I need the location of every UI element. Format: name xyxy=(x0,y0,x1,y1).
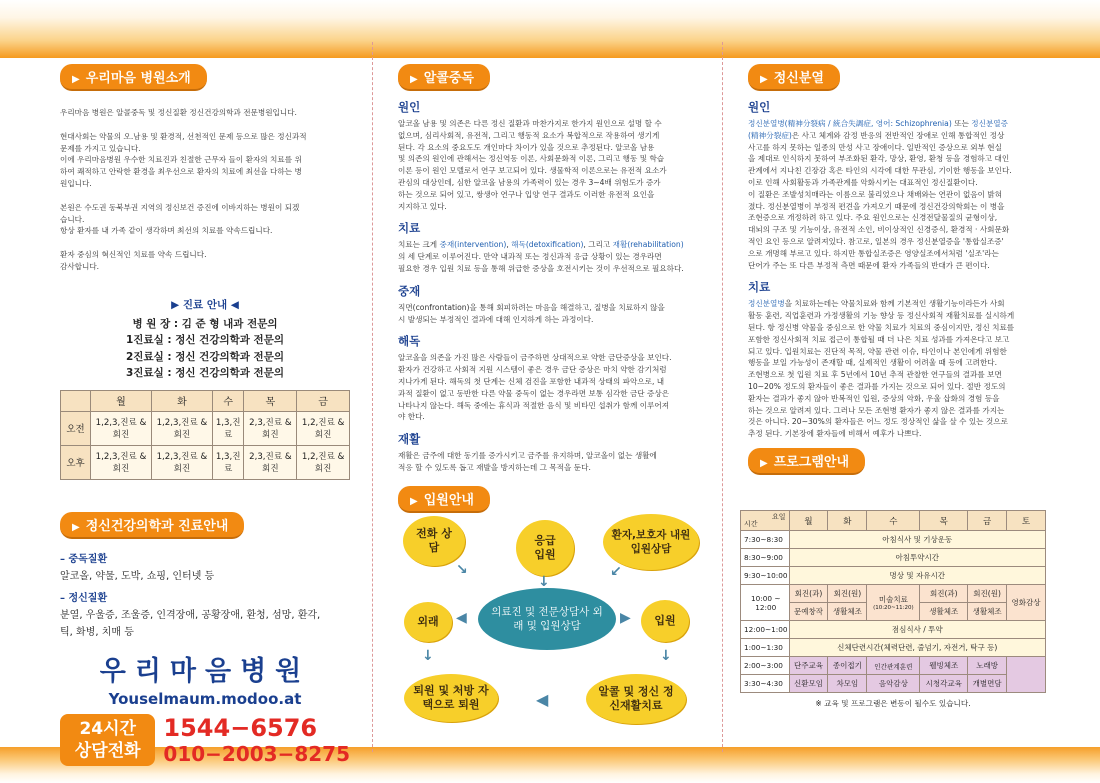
panel-divider xyxy=(372,42,373,752)
hospital-name: 우리마음병원 xyxy=(99,655,311,687)
flow-phone: 전화 상담 xyxy=(403,516,465,566)
arrow-icon: ↓ xyxy=(538,574,550,590)
cause-title: 원인 xyxy=(398,100,421,114)
arrow-icon: ↓ xyxy=(660,648,672,664)
detox-title: 해독 xyxy=(398,334,421,349)
arrow-icon: ↘ xyxy=(456,562,468,578)
arrow-icon: ↓ xyxy=(422,648,434,664)
panel-divider xyxy=(722,42,723,752)
clinic-doctors: 병 원 장 : 김 준 형 내과 전문의 1진료실 : 정신 건강의학과 전문의 2진료실 : 정신 건강의학과 전문의 3진료실 : 정신 건강의학과 전문의 xyxy=(126,317,284,380)
top-orange-band xyxy=(0,0,1100,58)
flow-guardian: 환자,보호자 내원입원상담 xyxy=(603,514,699,570)
schizo-treat-text: 정신분열병을 치료하는데는 약물치료와 함께 기본적인 생활기능이라든가 사회 활동 훈련, 직업훈련과 가정생활의 기능 향상 등 정신사회적 재활치료를 실시하게 된다. 항 정신병 약물을 중심으로 한 약물 치료가 치료의 중심이지만, 정신 치료를 포함한 정신사회적 치료 접근이 통합될 때 더 나은 치료 성과를 가져온다고 보고 되고 있다. 입원치료는 진단적 목적, 약물 관련 이슈, 타인이나 본인에게 위험한 행동을 보일 가능성이 존재할 때, 실제적인 생활이 어려울 때 등에 고려한다. 조현병으로 첫 입원 치료 후 5년에서 10년 추적 관찰한 연구들의 결과를 보면 10~20% 정도의 환자들이 좋은 결과를 가지는 것으로 되어 있다. 절반 정도의 환자는 결과가 좋지 않아 반복적인 입원, 증상의 악화, 우울 삽화의 경험 등을 하는 것으로 알려져 있다. 그러나 모든 조현병 환자가 좋지 않은 결과를 가지는 것은 아니다. 20~30%의 환자들은 어느 정도 정상적인 삶을 살 수 있는 것으로 추정 된다. 기본장에 환자들에 비해서 예후가 나쁘다. xyxy=(748,299,1015,439)
dept-heading: ▶ 정신건강의학과 진료안내 xyxy=(60,512,244,539)
arrow-icon: ◀ xyxy=(456,610,467,626)
dept-info: – 중독질환 알코올, 약물, 도박, 쇼핑, 인터넷 등 – 정신질환 분열, 우울증, 조울증, 인격장애, 공황장애, 환청, 섬망, 환각, 틱, 화병, 치매 등 xyxy=(60,553,321,638)
clinic-title: ▶ 진료 안내 ◀ xyxy=(171,298,239,311)
phone-numbers xyxy=(163,714,350,766)
arrow-icon: ◀ xyxy=(536,690,549,709)
program-table-wrap xyxy=(740,510,1046,709)
mediate-title: 중재 xyxy=(398,283,421,298)
arrow-icon: ▶ xyxy=(620,610,631,626)
mediate-text: 직면(confrontation)을 통해 회피하려는 마음을 해결하고, 질병을 치료하지 않을 시 발생되는 부정적인 결과에 대해 인지하게 하는 과정이다. xyxy=(398,302,665,324)
schizo-treat-title: 치료 xyxy=(748,280,771,295)
middle-panel xyxy=(398,64,698,513)
treat-title: 치료 xyxy=(398,221,421,236)
rehab-text: 재활은 금주에 대한 동기를 증가시키고 금주를 유지하며, 알코올이 없는 생활에 적응 할 수 있도록 돕고 재발을 방지하는데 그 목적을 둔다. xyxy=(398,451,657,472)
schizo-heading: ▶ 정신분열 xyxy=(748,64,840,91)
flow-aftercare: 알콜 및 정신 정신재활치료 xyxy=(586,674,686,724)
hospital-url[interactable]: Youselmaum.modoo.at xyxy=(108,689,302,708)
program-heading: ▶ 프로그램안내 xyxy=(748,448,865,475)
rehab-title: 재활 xyxy=(398,432,421,447)
cause-text: 알코올 남용 및 의존은 다른 정신 질환과 마찬가지로 한가지 원인으로 설명 할 수 없으며, 심리사회적, 유전적, 그리고 행동적 요소가 복합적으로 작용하여 생기게 된다. 각 요소의 중요도도 개인마다 차이가 있을 것으로 추정된다. 알코올 남용 및 의존의 원인에 관해서는 정신역동 이론, 사회문화적 이론, 그리고 행동 및 학습 이론 등이 원인 모델로서 연구 보고되어 있다. 생물학적 이론으로는 유전적 요소가 관심의 대상인데, 심한 알코올 남용의 가족력이 있는 경우 3~4배 위험도가 증가 하는 것으로 되어 있고, 쌍생아 연구나 입양 연구 결과도 이러한 유전적 요인을 지지하고 있다. xyxy=(398,119,667,211)
admission-flow xyxy=(398,510,698,730)
flow-discharge: 퇴원 및 처방 자택으로 퇴원 xyxy=(404,674,498,722)
flow-center: 의료진 및 전문상담사 외래 및 입원상담 xyxy=(478,588,616,650)
clinic-info xyxy=(60,297,350,382)
right-panel xyxy=(748,64,1048,475)
intro-text: 우리마음 병원은 알콜중독 및 정신질환 정신건강의학과 전문병원입니다. 현대사회는 약물의 오.남용 및 환경적, 선천적인 문제 등으로 많은 정신과적 문제를 가지고 있습니다. 이에 우리마음병원 우수한 치료진과 친절한 근무자 들이 환자의 치료를 위 하여 쾌적하고 안락한 환경을 최우선으로 환자의 치료에 최선을 다하는 병 원입니다. 본원은 수도권 동북부권 지역의 정신보건 증진에 이바지하는 병원이 되겠 습니다. 항상 환자를 내 가족 같이 생각하며 최선의 치료를 약속드립니다. 환자 중심의 혁신적인 치료를 약속 드립니다. 감사합니다. xyxy=(60,108,307,271)
clinic-schedule-table: 월 화 수 목 금 오전 1,2,3,진료 & 회진 1,2,3,진료 & 회진 1,3,진료 2,3,진료 & 회진 1,2,진료 & 회진 오후 1,2,3,진료 & 회진 1,2,3,진료 & 회진 1,3,진료 2,3,진료 & 회진 1,2,진료 & 회진 xyxy=(60,390,350,480)
phone-mobile[interactable]: 010−2003−8275 xyxy=(163,741,350,766)
contact-block xyxy=(60,714,350,766)
flow-emergency: 응급 입원 xyxy=(516,520,574,576)
treat-text: 치료는 크게 중재(intervention), 해독(detoxification), 그리고 재활(rehabilitation) 의 세 단계로 이루어진다. 만약 내과적 또는 정신과적 응급 상황이 있는 경우라면 필요한 경우 입원 치료 등을 통해 위급한 증상을 호전시키는 것이 우선적으로 필요하다. xyxy=(398,240,684,273)
flow-outpatient: 외래 xyxy=(404,602,452,642)
admission-heading: ▶ 입원안내 xyxy=(398,486,490,513)
brand-block xyxy=(60,649,350,708)
24h-badge: 24시간 상담전화 xyxy=(60,714,155,766)
detox-text: 알코올을 의존을 가진 많은 사람들이 금주하면 상대적으로 약한 금단증상을 보인다. 환자가 건강하고 사회적 지원 시스템이 좋은 경우 금단 증상은 마치 약한 감기처럼 지나가게 된다. 해독의 첫 단계는 신체 검진을 포함한 내과적 상태의 파악으로, 내 과적 질환이 없고 동반한 다른 약물 중독이 없는 경우라면 보통 심각한 금단 증상은 나타나지 않는다. 해독 중에는 휴식과 적절한 음식 및 비타민 섭취가 함께 이루어져 야 한다. xyxy=(398,353,672,422)
left-panel xyxy=(60,64,350,766)
phone-main[interactable]: 1544−6576 xyxy=(163,713,318,742)
intro-heading: ▶ 우리마음 병원소개 xyxy=(60,64,207,91)
program-table: 요일 시간 월 화 수 목 금 토 7:30~8:30 아침식사 및 기상운동 8:30~9:00 아침투약시간 9:30~10:00 명상 및 자유시간 10:00 ~ 12:00 회진(과) 회진(원) 미술치료 (10:20~11:20) 회진(과) 회진(원) 영화감상 문예창작 생활체조 생활체조 생활체조 12:00~1:00 점심식사 / 투약 1:00~1:30 신체단련시간(체력단련, 줄넘기, 자전거, 탁구 등) 2:00~3:00 단주교육 종이접기 인간관계훈련 웰빙체조 노래방 3:30~4:30 신환모임 차모임 음악감상 시청각교육 개별면담 xyxy=(740,510,1046,693)
flow-admit: 입원 xyxy=(641,600,689,642)
arrow-icon: ↙ xyxy=(610,564,622,580)
alcohol-heading: ▶ 알콜중독 xyxy=(398,64,490,91)
schizo-cause-title: 원인 xyxy=(748,100,771,114)
program-note: ※ 교육 및 프로그램은 변동이 될수도 있습니다. xyxy=(815,699,971,708)
schizo-cause-text: 정신분열병(精神分裂病 / 統合失調症, 영어: Schizophrenia) 또는 정신분열증 (精神分裂症)은 사고 체계와 감정 반응의 전반적인 장애로 인해 통합적인 정상 사고를 하지 못하는 일종의 만성 사고 장애이다. 일반적인 증상으로 외부 현실 을 제대로 인식하지 못하여 부조화된 환각, 망상, 환영, 환청 등을 경험하고 대인 관계에서 지나친 긴장감 혹은 타인의 시각에 대한 무관심, 기이한 행동을 보인다. 이로 인해 사회활동과 가족관계를 악화시키는 대표적인 정신질환이다. 이 질환은 조발성치매라는 이름으로 불리었으나 채배와는 연관이 없음이 밝혀 졌다. 정신분열병이 부정적 편견을 가져오기 때문에 정신건강의학회는 이 병을 조현증으로 개정하려 하고 있다. 주요 원인으로는 신경전달물질의 균형이상, 대뇌의 구조 및 기능이상, 유전적 소인, 비이상적인 신경증식, 환경적 · 사회문화 적인 요인 등으로 알려져있다. 참고로, 일본의 경우 정신분열증을 '통합실조증' 으로 개명해 부르고 있다. 하지만 통합실조증은 영양실조에서처럼 '실조'라는 단어가 주는 또 다른 부정적 측면 때문에 환자 가족들의 반대가 큰 편이다. xyxy=(748,119,1012,270)
